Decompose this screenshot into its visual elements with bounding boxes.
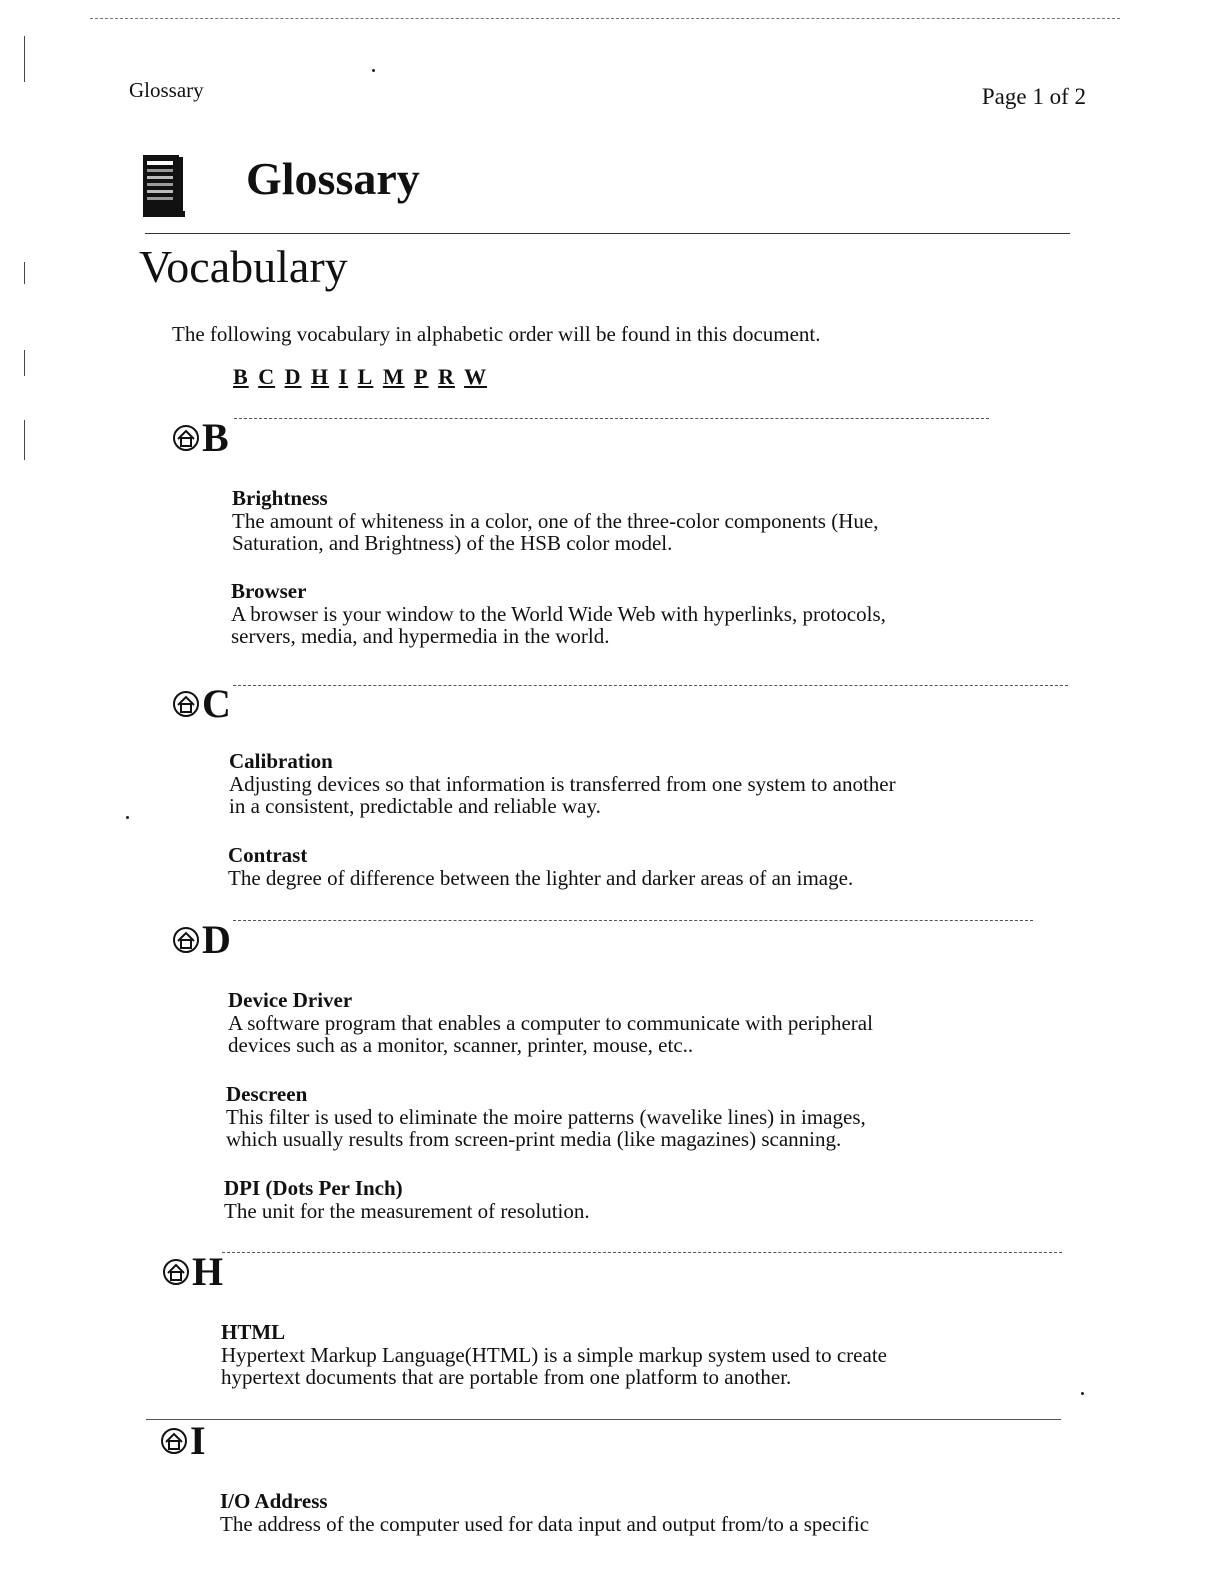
- section-header-i: [160, 1418, 206, 1463]
- home-icon[interactable]: [160, 1427, 188, 1455]
- page-number: Page 1 of 2: [981, 84, 1086, 109]
- glossary-entry: [229, 750, 1029, 817]
- entry-definition: A software program that enables a computer to communicate with peripheral: [228, 1011, 873, 1035]
- scan-speck: [126, 816, 129, 819]
- entry-definition: The amount of whiteness in a color, one of the three-color components (Hue,: [232, 509, 879, 533]
- section-letter: I: [190, 1418, 206, 1463]
- section-divider: [233, 685, 1068, 686]
- glossary-entry: [221, 1321, 981, 1388]
- glossary-entry: [224, 1177, 984, 1222]
- letter-link-l[interactable]: L: [357, 364, 374, 389]
- section-header-h: [162, 1249, 224, 1294]
- margin-mark: [24, 262, 25, 284]
- entry-definition: Saturation, and Brightness) of the HSB color model.: [232, 531, 673, 555]
- letter-link-c[interactable]: C: [258, 364, 276, 389]
- section-header-d: [172, 917, 231, 962]
- section-divider: [233, 920, 1033, 921]
- letter-link-d[interactable]: D: [284, 364, 302, 389]
- margin-mark: [24, 420, 25, 460]
- margin-mark: [24, 350, 25, 376]
- entry-definition: The address of the computer used for data input and output from/to a specific: [220, 1512, 870, 1536]
- entry-definition: servers, media, and hypermedia in the world.: [231, 624, 610, 648]
- margin-mark: [24, 36, 25, 82]
- letter-link-r[interactable]: R: [438, 364, 455, 389]
- glossary-entry: [226, 1083, 986, 1150]
- entry-term: HTML: [221, 1320, 286, 1344]
- section-header-c: [172, 681, 231, 726]
- entry-definition: hypertext documents that are portable from one platform to another.: [221, 1365, 792, 1389]
- scan-speck: [1081, 1392, 1084, 1395]
- entry-term: Browser: [231, 579, 307, 603]
- glossary-entry: [228, 844, 988, 889]
- scan-edge-line: [90, 18, 1120, 19]
- letter-link-p[interactable]: P: [414, 364, 429, 389]
- scan-speck: [372, 69, 375, 72]
- entry-definition: The degree of difference between the lighter and darker areas of an image.: [228, 866, 854, 890]
- entry-definition: which usually results from screen-print media (like magazines) scanning.: [226, 1127, 842, 1151]
- entry-term: Contrast: [228, 843, 308, 867]
- letter-link-b[interactable]: B: [233, 364, 249, 389]
- entry-definition: Adjusting devices so that information is transferred from one system to another: [229, 772, 896, 796]
- section-divider: [146, 1419, 1061, 1420]
- entry-definition: The unit for the measurement of resolution.: [224, 1199, 590, 1223]
- glossary-entry: [220, 1490, 980, 1535]
- home-icon[interactable]: [162, 1258, 190, 1286]
- intro-text: The following vocabulary in alphabetic order will be found in this document.: [172, 322, 821, 346]
- entry-term: Brightness: [232, 486, 328, 510]
- entry-term: I/O Address: [220, 1489, 328, 1513]
- home-icon[interactable]: [172, 926, 200, 954]
- section-divider: [222, 1252, 1062, 1253]
- section-letter: B: [202, 415, 229, 460]
- entry-term: Calibration: [229, 749, 333, 773]
- title-divider: [145, 233, 1070, 234]
- glossary-entry: [231, 580, 991, 647]
- section-letter: H: [192, 1249, 224, 1294]
- home-icon[interactable]: [172, 690, 200, 718]
- letter-link-w[interactable]: W: [464, 364, 488, 389]
- header-left: Glossary: [129, 78, 204, 102]
- section-divider: [234, 418, 989, 419]
- glossary-book-icon: [141, 153, 187, 219]
- entry-definition: Hypertext Markup Language(HTML) is a simple markup system used to create: [221, 1343, 887, 1367]
- letter-link-h[interactable]: H: [310, 364, 330, 389]
- section-letter: C: [202, 681, 231, 726]
- letter-link-m[interactable]: M: [382, 364, 405, 389]
- entry-definition: This filter is used to eliminate the moire patterns (wavelike lines) in images,: [226, 1105, 866, 1129]
- entry-definition: devices such as a monitor, scanner, printer, mouse, etc..: [228, 1033, 694, 1057]
- glossary-entry: [232, 487, 992, 554]
- entry-term: Descreen: [226, 1082, 308, 1106]
- section-header-b: [172, 415, 229, 460]
- entry-definition: A browser is your window to the World Wide Web with hyperlinks, protocols,: [231, 602, 886, 626]
- section-heading: Vocabulary: [139, 241, 348, 292]
- letter-index: [233, 364, 490, 390]
- page-title: Glossary: [246, 153, 420, 204]
- entry-term: DPI (Dots Per Inch): [224, 1176, 403, 1200]
- home-icon[interactable]: [172, 424, 200, 452]
- entry-term: Device Driver: [228, 988, 353, 1012]
- entry-definition: in a consistent, predictable and reliable way.: [229, 794, 601, 818]
- glossary-entry: [228, 989, 988, 1056]
- section-letter: D: [202, 917, 231, 962]
- letter-link-i[interactable]: I: [338, 364, 349, 389]
